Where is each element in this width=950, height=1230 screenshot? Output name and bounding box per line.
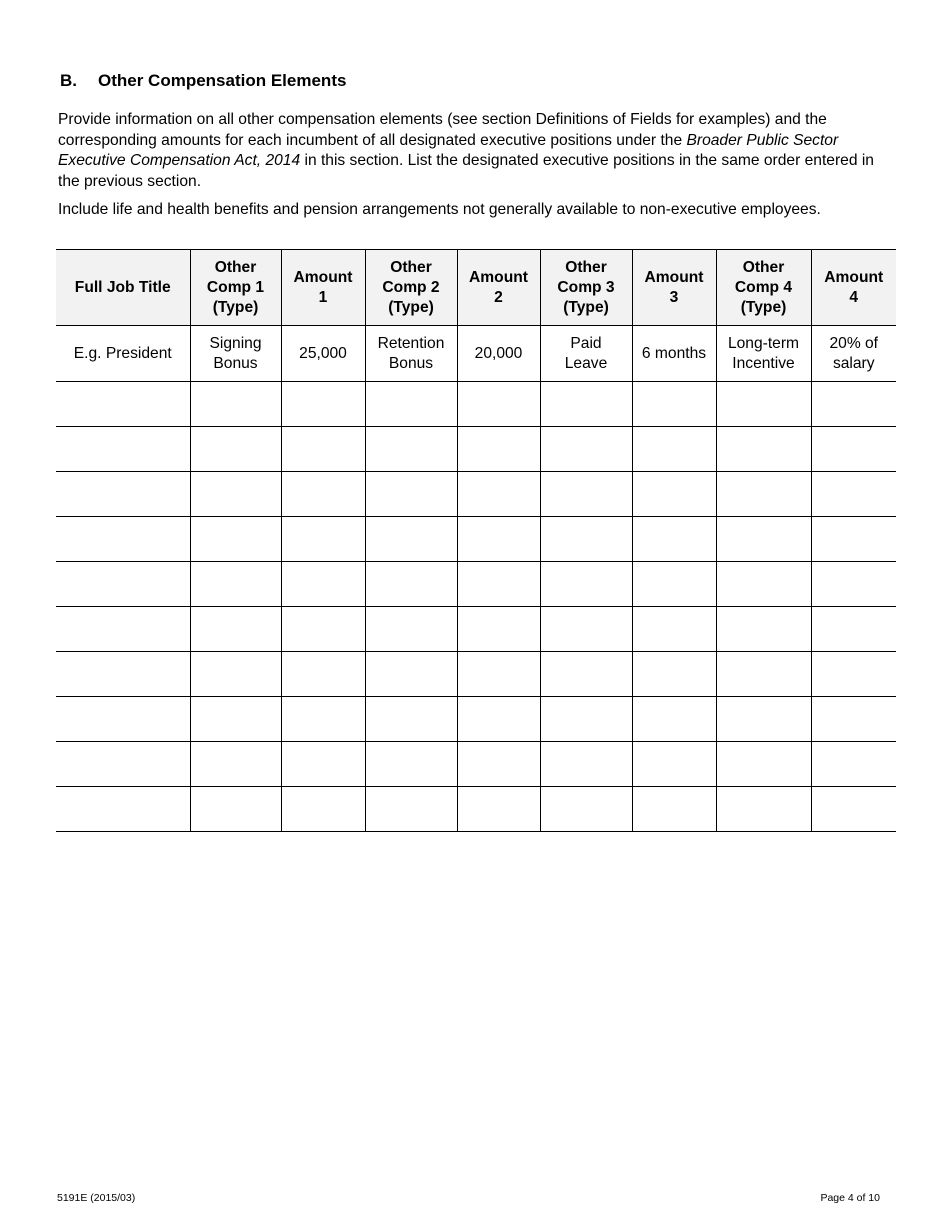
column-header-line: Other: [742, 258, 785, 276]
entry-cell[interactable]: [190, 697, 281, 742]
entry-cell[interactable]: [716, 652, 811, 697]
example-cell: [716, 326, 811, 382]
column-header-line: Amount: [644, 268, 704, 286]
entry-cell[interactable]: [365, 697, 457, 742]
section-title: Other Compensation Elements: [98, 71, 347, 90]
entry-cell[interactable]: [190, 382, 281, 427]
instructions-text-part1: Provide information on all other compensation elements (see section Definitions of Fields for examples) and the corresponding amounts for each incumbent of all designated executive positions under the: [58, 111, 827, 149]
entry-cell[interactable]: [457, 607, 540, 652]
column-header: [365, 250, 457, 326]
entry-cell[interactable]: [540, 472, 632, 517]
column-header-line: Amount: [469, 268, 528, 286]
entry-cell[interactable]: [540, 427, 632, 472]
entry-cell[interactable]: [811, 607, 896, 652]
entry-cell[interactable]: [56, 427, 190, 472]
column-header-line: Amount: [824, 268, 884, 286]
compensation-table: [56, 249, 896, 832]
example-cell-line: Signing: [209, 334, 262, 352]
entry-cell[interactable]: [56, 787, 190, 832]
entry-cell[interactable]: [457, 472, 540, 517]
table-row: [56, 607, 896, 652]
example-cell: [811, 326, 896, 382]
entry-cell[interactable]: [811, 652, 896, 697]
section-heading: [60, 71, 346, 91]
entry-cell[interactable]: [457, 787, 540, 832]
section-letter: B.: [60, 71, 77, 90]
entry-cell[interactable]: [190, 562, 281, 607]
entry-cell[interactable]: [365, 427, 457, 472]
example-cell-line: Paid: [570, 334, 602, 352]
entry-cell[interactable]: [457, 697, 540, 742]
column-header-line: Comp 4: [734, 278, 793, 296]
entry-cell[interactable]: [716, 472, 811, 517]
entry-cell[interactable]: [190, 787, 281, 832]
example-cell: [365, 326, 457, 382]
column-header-line: 3: [669, 288, 679, 306]
entry-cell[interactable]: [281, 787, 365, 832]
entry-cell[interactable]: [632, 427, 716, 472]
entry-cell[interactable]: [281, 472, 365, 517]
entry-cell[interactable]: [457, 742, 540, 787]
column-header-line: Amount: [293, 268, 353, 286]
entry-cell[interactable]: [632, 742, 716, 787]
example-cell-line: Incentive: [732, 354, 795, 372]
entry-cell[interactable]: [811, 697, 896, 742]
column-header-line: Comp 1: [206, 278, 265, 296]
entry-cell[interactable]: [811, 472, 896, 517]
entry-cell[interactable]: [632, 787, 716, 832]
entry-cell[interactable]: [716, 787, 811, 832]
entry-cell[interactable]: [457, 382, 540, 427]
entry-cell[interactable]: [811, 787, 896, 832]
example-cell-line: E.g. President: [73, 344, 172, 362]
form-number: 5191E (2015/03): [57, 1192, 136, 1204]
entry-cell[interactable]: [632, 517, 716, 562]
example-cell-line: Bonus: [213, 354, 258, 372]
entry-cell[interactable]: [56, 697, 190, 742]
example-row: [56, 326, 896, 382]
entry-cell[interactable]: [716, 517, 811, 562]
column-header-line: (Type): [740, 298, 787, 316]
act-name: Broader Public Sector Executive Compensation Act, 2014: [58, 131, 839, 169]
entry-cell[interactable]: [365, 652, 457, 697]
entry-cell[interactable]: [190, 472, 281, 517]
entry-cell[interactable]: [716, 607, 811, 652]
entry-cell[interactable]: [540, 517, 632, 562]
entry-cell[interactable]: [632, 562, 716, 607]
entry-cell[interactable]: [56, 382, 190, 427]
example-cell: [281, 326, 365, 382]
entry-cell[interactable]: [190, 607, 281, 652]
benefits-note: Include life and health benefits and pension arrangements not generally available to non-executive employees.: [58, 201, 821, 218]
table-header-row: [56, 250, 896, 326]
entry-cell[interactable]: [56, 652, 190, 697]
entry-cell[interactable]: [365, 382, 457, 427]
entry-cell[interactable]: [811, 742, 896, 787]
column-header: [540, 250, 632, 326]
table-row: [56, 472, 896, 517]
entry-cell[interactable]: [365, 607, 457, 652]
table-row: [56, 427, 896, 472]
entry-cell[interactable]: [632, 652, 716, 697]
entry-cell[interactable]: [632, 607, 716, 652]
entry-cell[interactable]: [632, 697, 716, 742]
example-cell-line: 6 months: [641, 344, 707, 362]
entry-cell[interactable]: [811, 382, 896, 427]
entry-cell[interactable]: [365, 562, 457, 607]
entry-cell[interactable]: [281, 697, 365, 742]
entry-cell[interactable]: [811, 517, 896, 562]
column-header-line: Comp 3: [557, 278, 615, 296]
entry-cell[interactable]: [716, 382, 811, 427]
entry-cell[interactable]: [632, 382, 716, 427]
entry-cell[interactable]: [56, 517, 190, 562]
column-header-line: Comp 2: [382, 278, 440, 296]
column-header-line: 4: [849, 288, 859, 306]
entry-cell[interactable]: [56, 742, 190, 787]
column-header-line: (Type): [563, 298, 609, 316]
column-header: [716, 250, 811, 326]
entry-cell[interactable]: [56, 472, 190, 517]
entry-cell[interactable]: [540, 652, 632, 697]
page-number: Page 4 of 10: [820, 1192, 880, 1204]
column-header: [56, 250, 190, 326]
column-header-line: (Type): [212, 298, 259, 316]
entry-cell[interactable]: [365, 472, 457, 517]
entry-cell[interactable]: [811, 562, 896, 607]
entry-cell[interactable]: [457, 652, 540, 697]
example-cell-line: Long-term: [727, 334, 800, 352]
instructions-text-part2: in this section. List the designated executive positions in the same order entered in the previous section.: [58, 152, 874, 190]
table-row: [56, 517, 896, 562]
entry-cell[interactable]: [281, 427, 365, 472]
column-header-line: 2: [494, 288, 503, 306]
entry-cell[interactable]: [365, 517, 457, 562]
example-cell-line: 25,000: [299, 344, 347, 362]
example-cell-line: 20,000: [474, 344, 523, 362]
table-row: [56, 652, 896, 697]
column-header-line: Other: [390, 258, 432, 276]
entry-cell[interactable]: [632, 472, 716, 517]
example-cell: [56, 326, 190, 382]
entry-cell[interactable]: [281, 652, 365, 697]
entry-cell[interactable]: [540, 607, 632, 652]
example-cell: [190, 326, 281, 382]
entry-cell[interactable]: [190, 742, 281, 787]
entry-cell[interactable]: [365, 742, 457, 787]
entry-cell[interactable]: [716, 742, 811, 787]
example-cell: [457, 326, 540, 382]
entry-cell[interactable]: [281, 382, 365, 427]
column-header: [190, 250, 281, 326]
entry-cell[interactable]: [190, 517, 281, 562]
entry-cell[interactable]: [540, 697, 632, 742]
entry-cell[interactable]: [716, 427, 811, 472]
table-row: [56, 742, 896, 787]
entry-cell[interactable]: [811, 427, 896, 472]
column-header-line: 1: [318, 288, 328, 306]
column-header: [811, 250, 896, 326]
entry-cell[interactable]: [281, 607, 365, 652]
entry-cell[interactable]: [540, 787, 632, 832]
entry-cell[interactable]: [190, 427, 281, 472]
entry-cell[interactable]: [457, 517, 540, 562]
column-header: [457, 250, 540, 326]
entry-cell[interactable]: [281, 742, 365, 787]
entry-cell[interactable]: [56, 562, 190, 607]
entry-cell[interactable]: [540, 742, 632, 787]
entry-cell[interactable]: [281, 517, 365, 562]
example-cell-line: Bonus: [388, 354, 434, 372]
table-row: [56, 787, 896, 832]
entry-cell[interactable]: [365, 787, 457, 832]
column-header-line: (Type): [388, 298, 434, 316]
example-cell-line: salary: [832, 354, 875, 372]
example-cell: [540, 326, 632, 382]
entry-cell[interactable]: [190, 652, 281, 697]
entry-cell[interactable]: [716, 562, 811, 607]
table-row: [56, 382, 896, 427]
entry-cell[interactable]: [281, 562, 365, 607]
column-header-line: Other: [565, 258, 607, 276]
entry-cell[interactable]: [457, 427, 540, 472]
column-header: [281, 250, 365, 326]
column-header-line: Other: [214, 258, 257, 276]
table-row: [56, 697, 896, 742]
table-row: [56, 562, 896, 607]
entry-cell[interactable]: [56, 607, 190, 652]
instructions-paragraph: [58, 110, 896, 192]
entry-cell[interactable]: [540, 382, 632, 427]
column-header-line: Full Job Title: [74, 278, 171, 296]
entry-cell[interactable]: [716, 697, 811, 742]
entry-cell[interactable]: [540, 562, 632, 607]
example-cell-line: Leave: [564, 354, 608, 372]
entry-cell[interactable]: [457, 562, 540, 607]
column-header: [632, 250, 716, 326]
example-cell-line: 20% of: [829, 334, 879, 352]
example-cell: [632, 326, 716, 382]
example-cell-line: Retention: [377, 334, 445, 352]
